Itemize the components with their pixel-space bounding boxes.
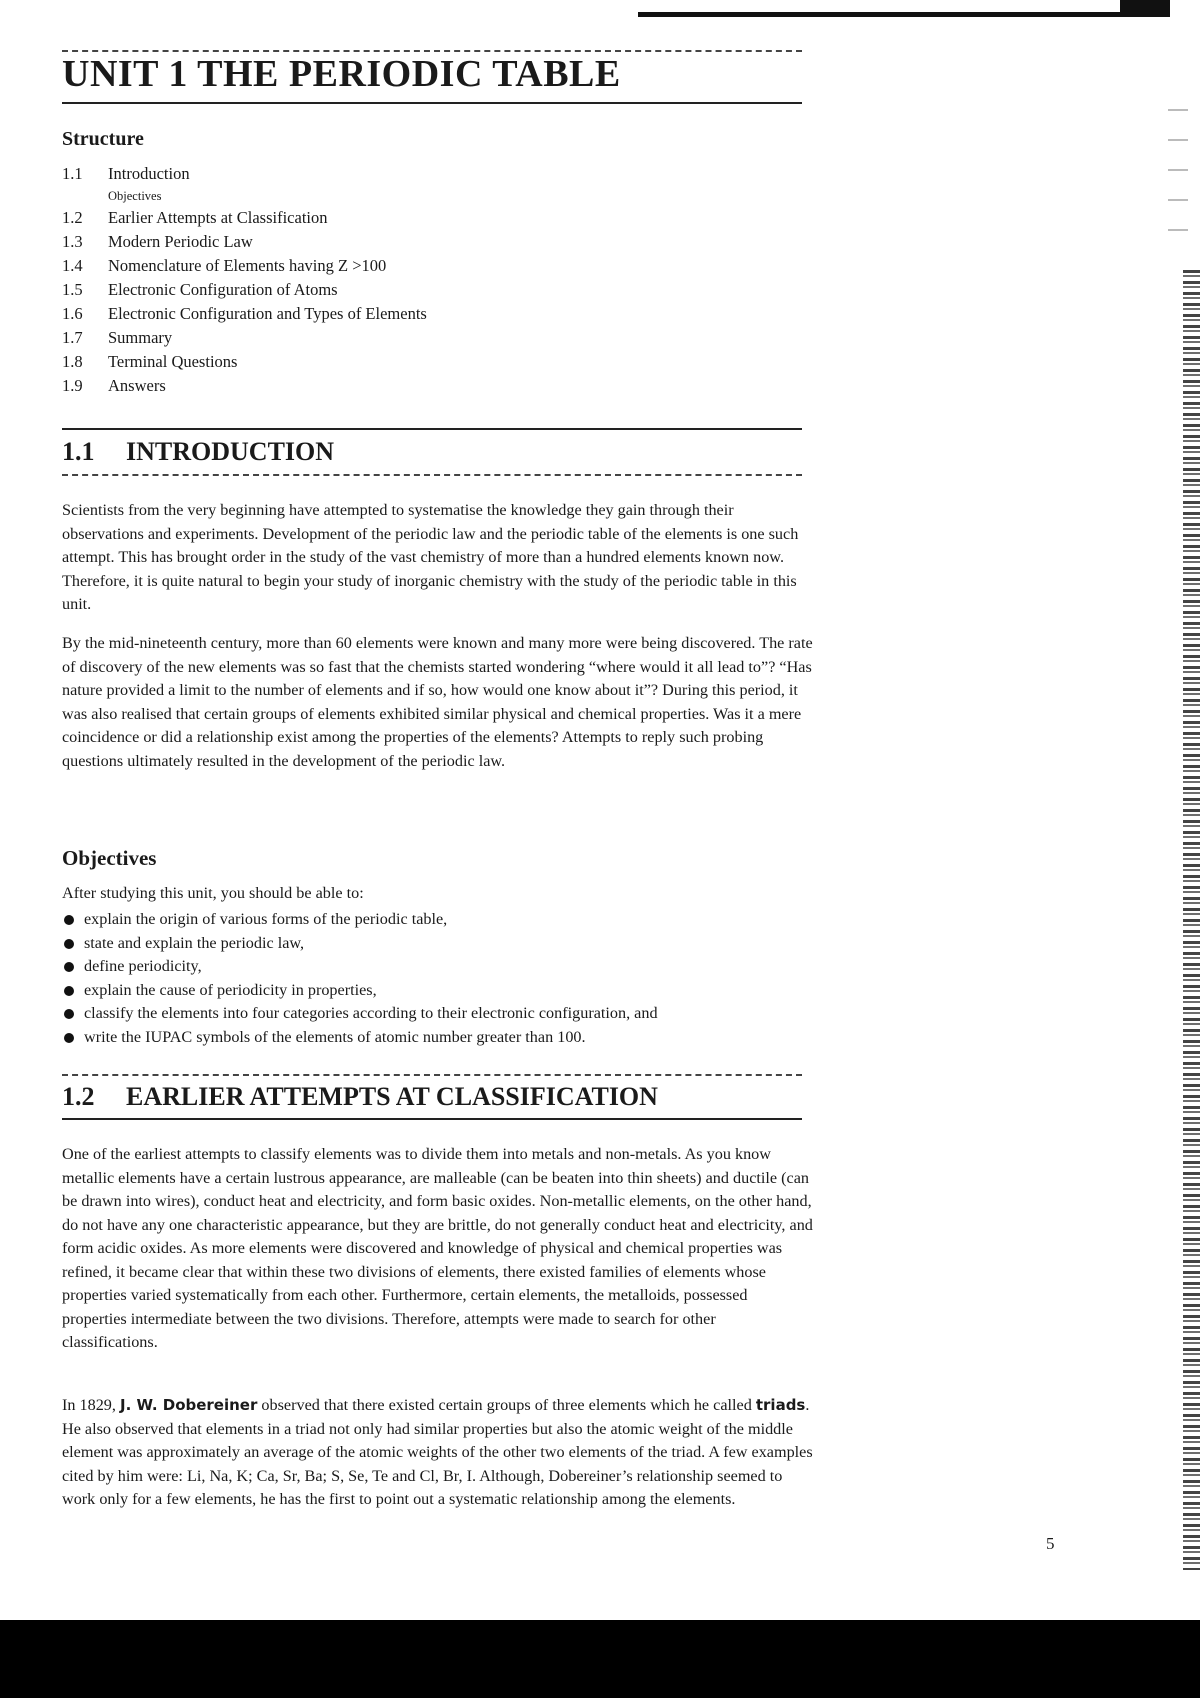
toc-item: 1.5 Electronic Configuration of Atoms — [62, 280, 338, 299]
toc-subitem: Objectives — [108, 189, 162, 203]
objective-item: define periodicity, — [62, 955, 822, 979]
toc-item: 1.9 Answers — [62, 376, 166, 395]
toc-item: 1.7 Summary — [62, 328, 173, 347]
toc-item: 1.2 Earlier Attempts at Classification — [62, 208, 328, 227]
objective-item: explain the cause of periodicity in properties, — [62, 979, 822, 1003]
section-top-rule — [62, 1074, 802, 1076]
scan-top-corner — [1120, 0, 1170, 12]
scan-edge-specks — [1168, 95, 1188, 245]
toc-item: 1.1 Introduction — [62, 164, 190, 183]
section-bottom-rule — [62, 474, 802, 476]
toc-item: 1.4 Nomenclature of Elements having Z >100 — [62, 256, 387, 275]
title-bottom-rule — [62, 102, 802, 104]
section-top-rule — [62, 428, 802, 430]
toc-item: 1.8 Terminal Questions — [62, 352, 238, 371]
earlier-paragraph-2: In 1829, J. W. Dobereiner observed that there existed certain groups of three elements which he called triads. He also observed that elements in a triad not only had similar properties but also the atomic weight of the middle element was approximately an average of the atomic weights of the other two elements of the triad. A few examples cited by him were: Li, Na, K; Ca, Sr, Ba; S, Se, Te and Cl, Br, I. Although, Dobereiner’s relationship seemed to work only for a few elements, he has the first to point out a systematic relationship among the elements. — [62, 1396, 813, 1508]
bullet-icon — [64, 1009, 74, 1019]
section-bottom-rule — [62, 1118, 802, 1120]
bullet-icon — [64, 1033, 74, 1043]
structure-heading: Structure — [62, 128, 144, 150]
objective-item: explain the origin of various forms of the periodic table, — [62, 908, 822, 932]
page-number: 5 — [1046, 1534, 1055, 1553]
objectives-intro: After studying this unit, you should be able to: — [62, 884, 364, 902]
dobereiner-name: J. W. Dobereiner — [120, 1396, 258, 1414]
intro-paragraph-2: By the mid-nineteenth century, more than 60 elements were known and many more were being discovered. The rate of discovery of the new elements was so fast that the chemists started wondering “where would it all lead to”? “Has nature provided a limit to the number of elements and if so, how would one know about it”? During this period, it was also realised that certain groups of elements exhibited similar physical and chemical properties. Was it a mere coincidence or did a relationship exist among the properties of the elements? Attempts to reply such probing questions ultimately resulted in the development of the periodic law. — [62, 634, 813, 770]
objective-item: classify the elements into four categories according to their electronic configuration, and — [62, 1002, 822, 1026]
scan-bottom-band — [0, 1620, 1200, 1698]
objectives-heading: Objectives — [62, 846, 157, 870]
objective-item: state and explain the periodic law, — [62, 932, 822, 956]
unit-title: UNIT 1 THE PERIODIC TABLE — [62, 53, 621, 95]
toc-item: 1.3 Modern Periodic Law — [62, 232, 253, 251]
bullet-icon — [64, 986, 74, 996]
bullet-icon — [64, 962, 74, 972]
scan-binding-edge — [1183, 270, 1200, 1570]
section-heading-earlier-attempts: 1.2 EARLIER ATTEMPTS AT CLASSIFICATION — [62, 1082, 658, 1111]
toc-item: 1.6 Electronic Configuration and Types of Elements — [62, 304, 427, 323]
objectives-list — [62, 908, 822, 1049]
triads-term: triads — [755, 1396, 806, 1414]
intro-paragraph-1: Scientists from the very beginning have attempted to systematise the knowledge they gain through their observations and experiments. Development of the periodic law and the periodic table of the elements is one such attempt. This has brought order in the study of the vast chemistry of more than a hundred elements known now. Therefore, it is quite natural to begin your study of inorganic chemistry with the study of the periodic table in this unit. — [62, 501, 799, 613]
scan-top-rule — [638, 12, 1170, 17]
bullet-icon — [64, 939, 74, 949]
objective-item: write the IUPAC symbols of the elements of atomic number greater than 100. — [62, 1026, 822, 1050]
bullet-icon — [64, 915, 74, 925]
structure-list — [62, 162, 662, 398]
section-heading-introduction: 1.1 INTRODUCTION — [62, 437, 335, 466]
earlier-paragraph-1: One of the earliest attempts to classify elements was to divide them into metals and non-metals. As you know metallic elements have a certain lustrous appearance, are malleable (can be beaten into thin sheets) and ductile (can be drawn into wires), conduct heat and electricity, and form basic oxides. Non-metallic elements, on the other hand, do not have any one characteristic appearance, but they are brittle, do not generally conduct heat and electricity, and form acidic oxides. As more elements were discovered and knowledge of physical and chemical properties was refined, it became clear that within these two divisions of elements, there existed families of elements whose properties varied systematically from each other. Furthermore, certain elements, the metalloids, possessed properties intermediate between the two divisions. Therefore, attempts were made to search for other classifications. — [62, 1145, 813, 1351]
